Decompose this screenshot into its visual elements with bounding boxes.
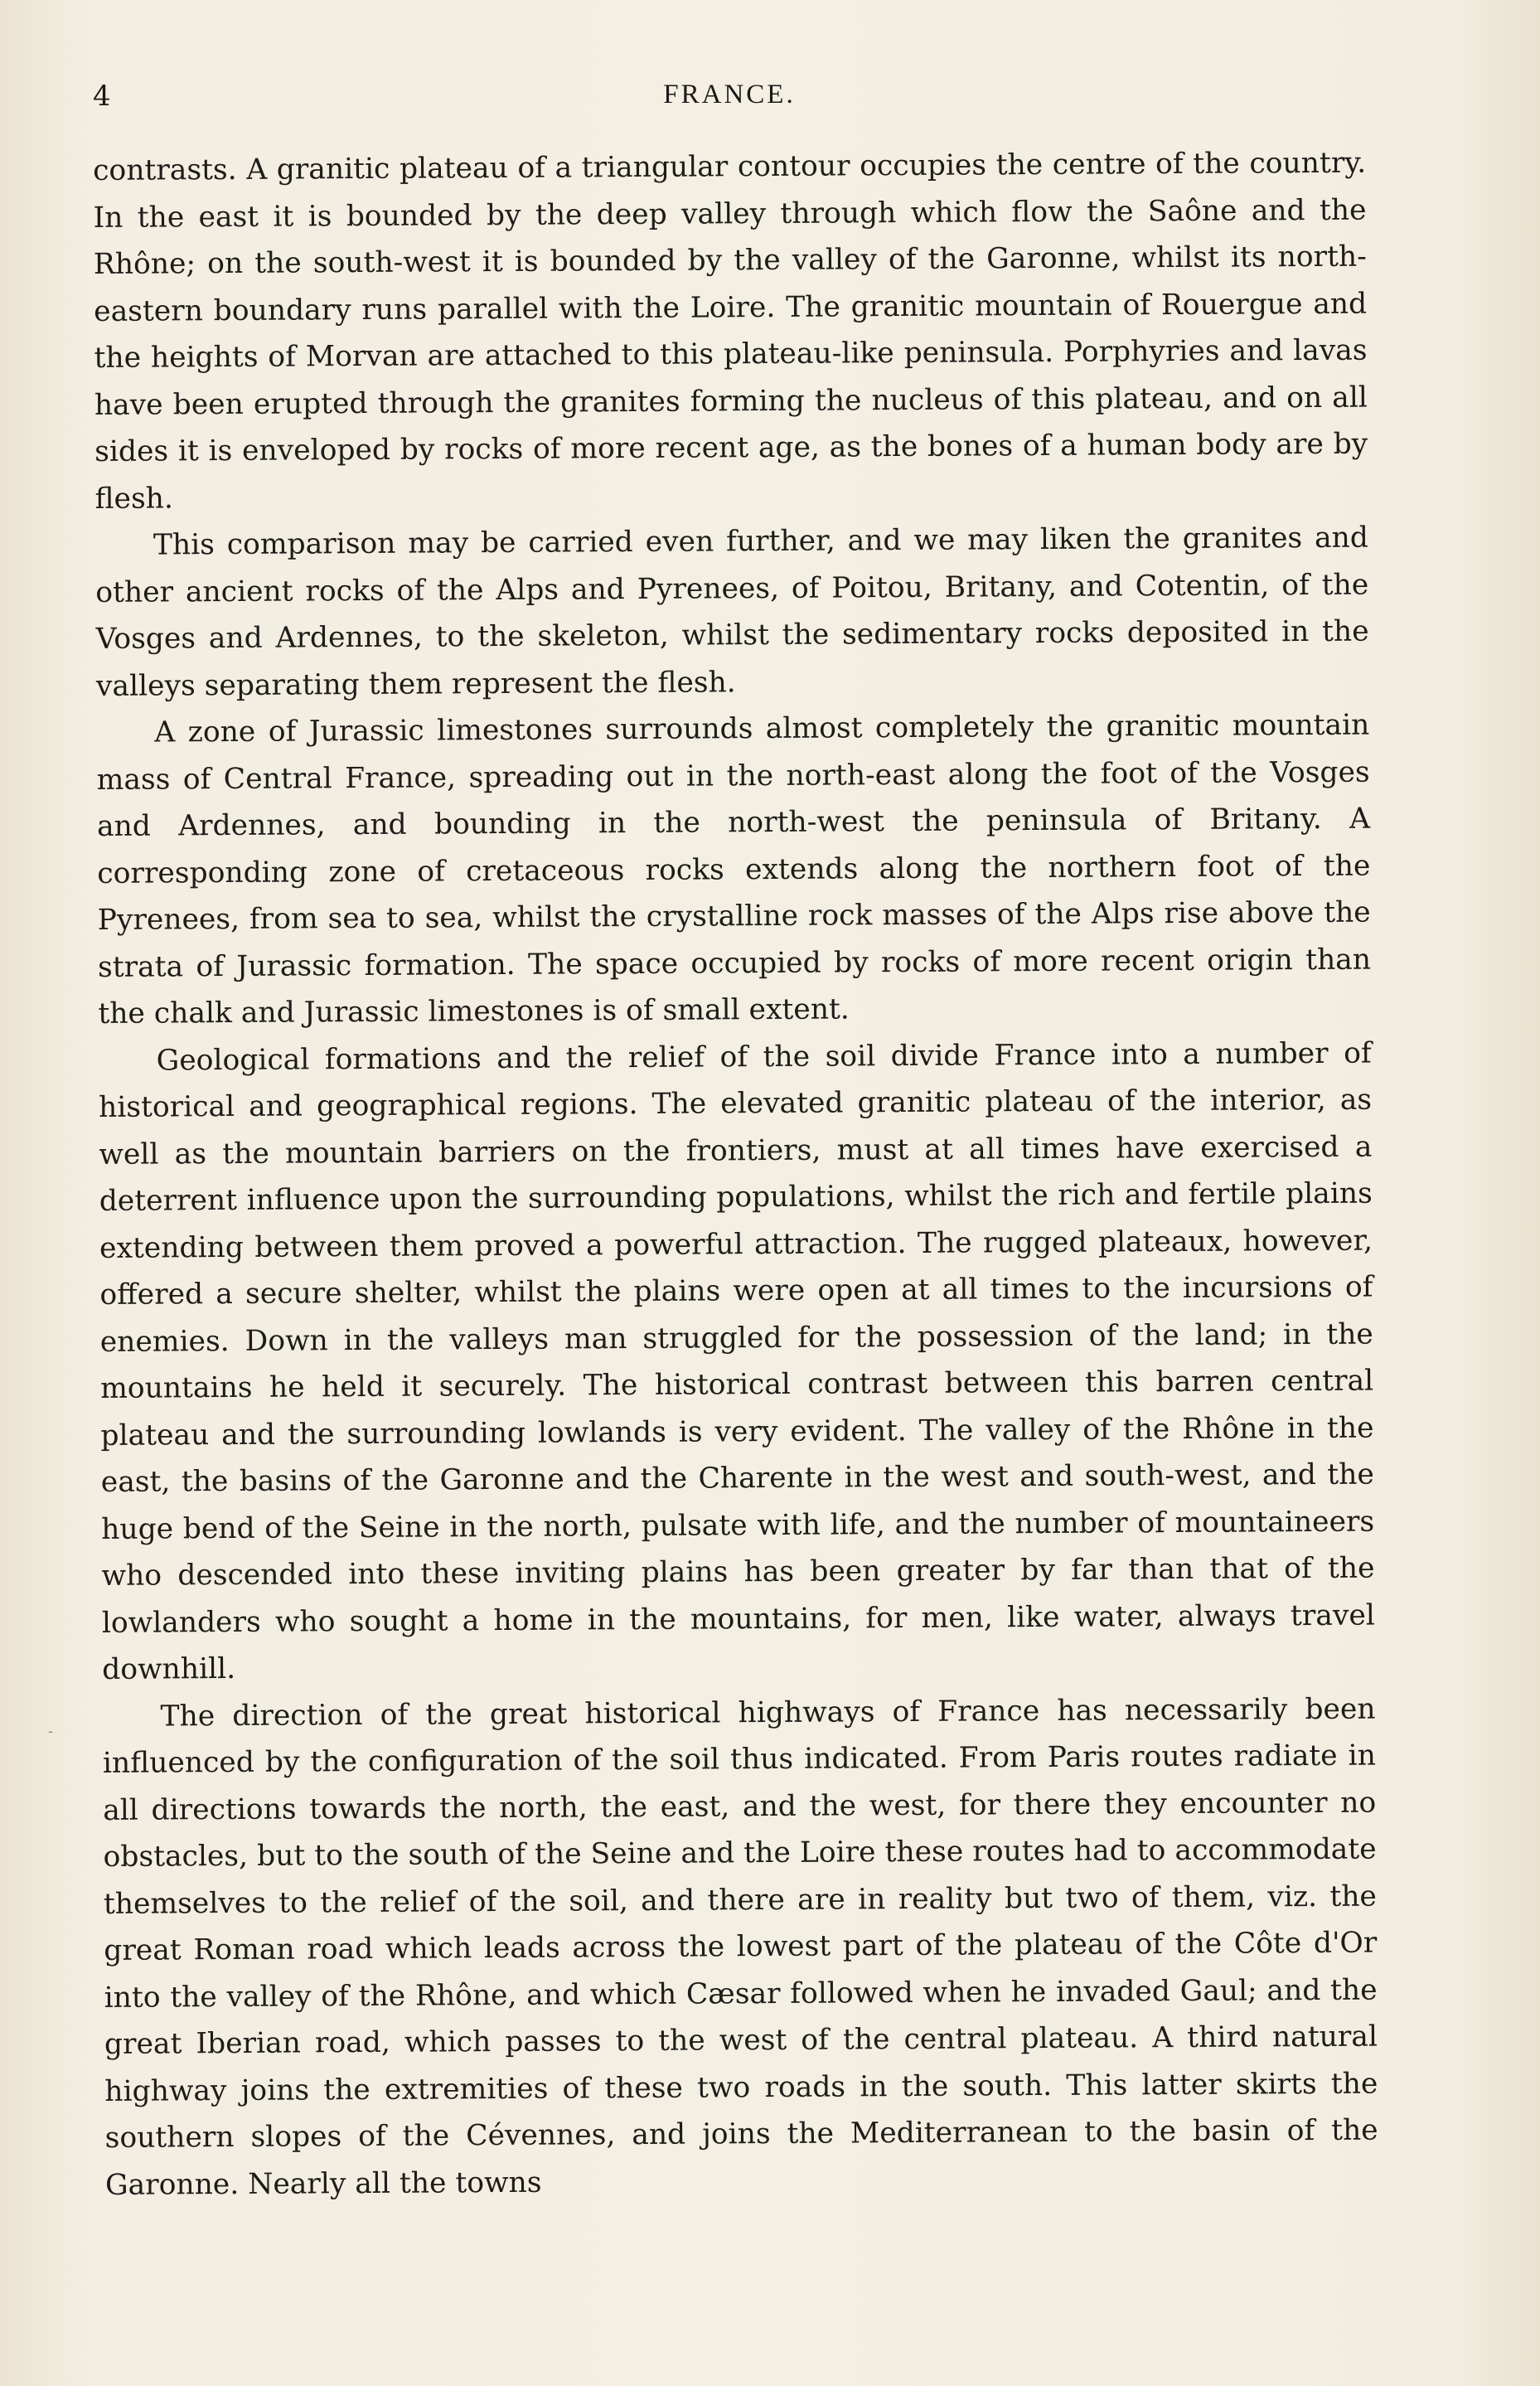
paragraph-3: A zone of Jurassic limestones surrounds almost completely the granitic mountain mass of Central France, spreading out in the north-east along the foot of the Vosges and Ardennes, and bounding in the north-west the peninsula of Britany. A corresponding zone of cretaceous rocks extends along the northern foot of the Pyrenees, from sea to sea, whilst the crystalline rock masses of the Alps rise above the strata of Jurassic formation. The space occupied by rocks of more recent origin than the chalk and Jurassic limestones is of small extent. (96, 708, 1372, 1031)
running-title: FRANCE. (663, 80, 796, 109)
paragraph-4: Geological formations and the relief of the soil divide France into a number of historical and geographical regions. The elevated granitic plateau of the interior, as well as the mountain barriers on the frontiers, must at all times have exercised a deterrent influence upon the surrounding populations, whilst the rich and fertile plains extending between them proved a powerful attraction. The rugged plateaux, however, offered a secure shelter, whilst the plains were open at all times to the incursions of enemies. Down in the valleys man struggled for the possession of the land; in the mountains he held it securely. The historical contrast between this barren central plateau and the surrounding lowlands is very evident. The valley of the Rhône in the east, the basins of the Garonne and the Charente in the west and south-west, and the huge bend of the Seine in the north, pulsate with life, and the number of mountaineers who descended into these inviting plains has been greater by far than that of the lowlanders who sought a home in the mountains, for men, like water, always travel downhill. (98, 1036, 1375, 1686)
page-header (93, 80, 1366, 129)
page-number: 4 (93, 80, 111, 113)
paragraph-2: This comparison may be carried even further, and we may liken the granites and other ancient rocks of the Alps and Pyrenees, of Poitou, Britany, and Cotentin, of the Vosges and Ardennes, to the skeleton, whilst the sedimentary rocks deposited in the valleys separating them represent the flesh. (95, 521, 1369, 703)
margin-mark: - (48, 1723, 54, 1740)
paragraph-5: The direction of the great historical highways of France has necessarily been influenced by the configuration of the soil thus indicated. From Paris routes radiate in all directions towards the north, the east, and the west, for there they encounter no obstacles, but to the south of the Seine and the Loire these routes had to accommodate themselves to the relief of the soil, and there are in reality but two of them, viz. the great Roman road which leads across the lowest part of the plateau of the Côte d'Or into the valley of the Rhône, and which Cæsar followed when he invaded Gaul; and the great Iberian road, which passes to the west of the central plateau. A third natural highway joins the extremities of these two roads in the south. This latter skirts the southern slopes of the Cévennes, and joins the Mediterranean to the basin of the Garonne. Nearly all the towns (102, 1692, 1378, 2202)
paragraph-1: contrasts. A granitic plateau of a triangular contour occupies the centre of the country. In the east it is bounded by the deep valley through which flow the Saône and the Rhône; on the south-west it is bounded by the valley of the Garonne, whilst its north-eastern boundary runs parallel with the Loire. The granitic mountain of Rouergue and the heights of Morvan are attached to this plateau-like peninsula. Porphyries and lavas have been erupted through the granites forming the nucleus of this plateau, and on all sides it is enveloped by rocks of more recent age, as the bones of a human body are by flesh. (93, 146, 1368, 516)
body-text (93, 140, 1378, 2209)
